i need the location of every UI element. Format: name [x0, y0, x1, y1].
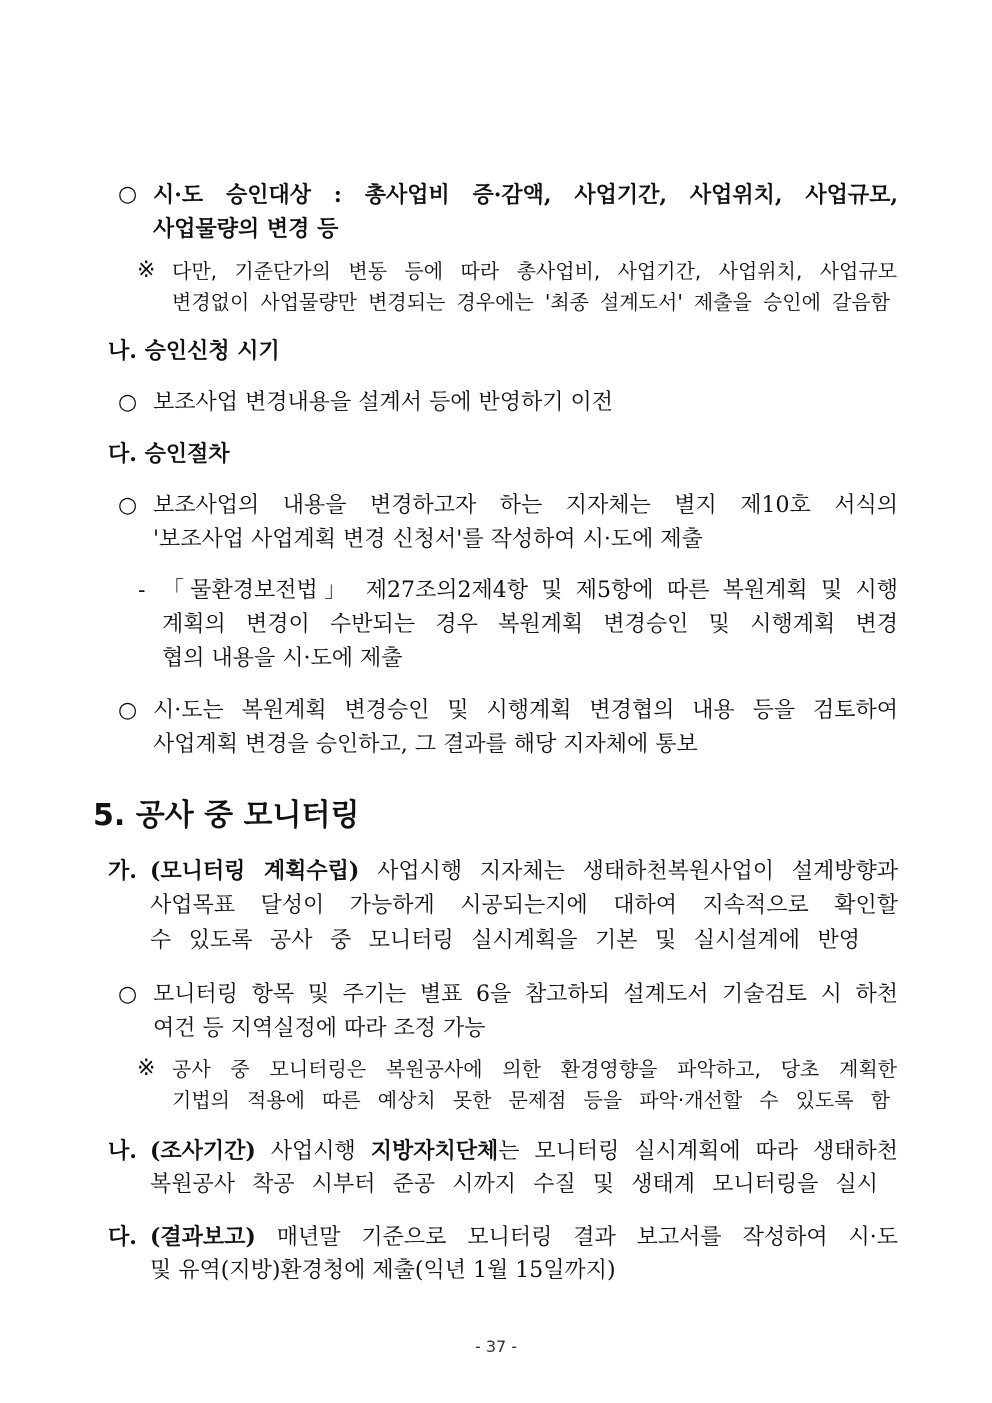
- da-bullet1-line2: '보조사업 사업계획 변경 신청서'를 작성하여 시·도에 제출: [153, 527, 703, 552]
- circle-bullet: ○: [118, 698, 138, 723]
- section-heading-5: 5. 공사 중 모니터링: [93, 798, 360, 833]
- dda-label: 다.: [108, 1224, 137, 1250]
- dda-line-1-text: 매년말 기준으로 모니터링 결과 보고서를 작성하여 시·도: [255, 1225, 898, 1250]
- dash-bullet: -: [138, 578, 146, 603]
- ga-bullet-line1: 모니터링 항목 및 주기는 별표 6을 참고하되 설계도서 기술검토 시 하천: [153, 982, 898, 1007]
- subsection-title-da: 다. 승인절차: [108, 441, 230, 467]
- approval-target-line-1: 시·도 승인대상 : 총사업비 증·감액, 사업기간, 사업위치, 사업규모,: [153, 182, 898, 208]
- da-dash-line3: 협의 내용을 시·도에 제출: [162, 646, 403, 671]
- ga-line-2: 사업목표 달성이 가능하게 시공되는지에 대하여 지속적으로 확인할: [150, 893, 898, 918]
- nna-label: 나.: [108, 1138, 137, 1164]
- ga-line-1-text: 사업시행 지자체는 생태하천복원사업이 설계방향과: [359, 859, 898, 884]
- dda-line-2: 및 유역(지방)환경청에 제출(익년 1월 15일까지): [150, 1258, 616, 1283]
- circle-bullet: ○: [118, 182, 138, 207]
- da-bullet2-line2: 사업계획 변경을 승인하고, 그 결과를 해당 지자체에 통보: [153, 732, 698, 757]
- note-mark: ※: [137, 1056, 156, 1081]
- note-mark: ※: [137, 258, 156, 283]
- note-line-1: 다만, 기준단가의 변동 등에 따라 총사업비, 사업기간, 사업위치, 사업규모: [172, 259, 897, 283]
- da-dash-line2: 계획의 변경이 수반되는 경우 복원계획 변경승인 및 시행계획 변경: [162, 612, 898, 637]
- dda-bold-title: (결과보고): [150, 1224, 256, 1250]
- ga-label: 가.: [108, 858, 137, 884]
- ga-note-line1: 공사 중 모니터링은 복원공사에 의한 환경영향을 파악하고, 당초 계획한: [172, 1057, 897, 1081]
- ga-bold-title: (모니터링 계획수립): [150, 858, 360, 884]
- ga-bullet-line2: 여건 등 지역실정에 따라 조정 가능: [153, 1016, 486, 1041]
- dda-line-1: [150, 1222, 898, 1253]
- nna-line-1: [150, 1136, 898, 1167]
- circle-bullet: ○: [118, 390, 138, 415]
- approval-target-line-2: 사업물량의 변경 등: [153, 216, 339, 242]
- subsection-title-na: 나. 승인신청 시기: [108, 338, 280, 364]
- nna-bold-subject: 지방자치단체: [370, 1138, 499, 1164]
- nna-line-1-text: 는 모니터링 실시계획에 따라 생태하천: [498, 1139, 898, 1164]
- circle-bullet: ○: [118, 982, 138, 1007]
- nna-mid-text: 사업시행: [255, 1139, 371, 1164]
- nna-bold-title: (조사기간): [150, 1138, 256, 1164]
- ga-line-1: [150, 856, 898, 887]
- na-bullet-line: 보조사업 변경내용을 설계서 등에 반영하기 이전: [153, 390, 614, 415]
- da-bullet1-line1: 보조사업의 내용을 변경하고자 하는 지자체는 별지 제10호 서식의: [153, 493, 898, 518]
- ga-note-line2: 기법의 적용에 따른 예상치 못한 문제점 등을 파악·개선할 수 있도록 함: [172, 1088, 890, 1112]
- ga-line-3: 수 있도록 공사 중 모니터링 실시계획을 기본 및 실시설계에 반영: [150, 928, 860, 953]
- nna-line-2: 복원공사 착공 시부터 준공 시까지 수질 및 생태계 모니터링을 실시: [150, 1172, 878, 1197]
- page-number: - 37 -: [474, 1337, 518, 1356]
- note-line-2: 변경없이 사업물량만 변경되는 경우에는 '최종 설계도서' 제출을 승인에 갈음함: [172, 290, 890, 314]
- da-bullet2-line1: 시·도는 복원계획 변경승인 및 시행계획 변경협의 내용 등을 검토하여: [153, 698, 898, 723]
- da-dash-line1: 「물환경보전법」 제27조의2제4항 및 제5항에 따른 복원계획 및 시행: [162, 578, 898, 603]
- circle-bullet: ○: [118, 493, 138, 518]
